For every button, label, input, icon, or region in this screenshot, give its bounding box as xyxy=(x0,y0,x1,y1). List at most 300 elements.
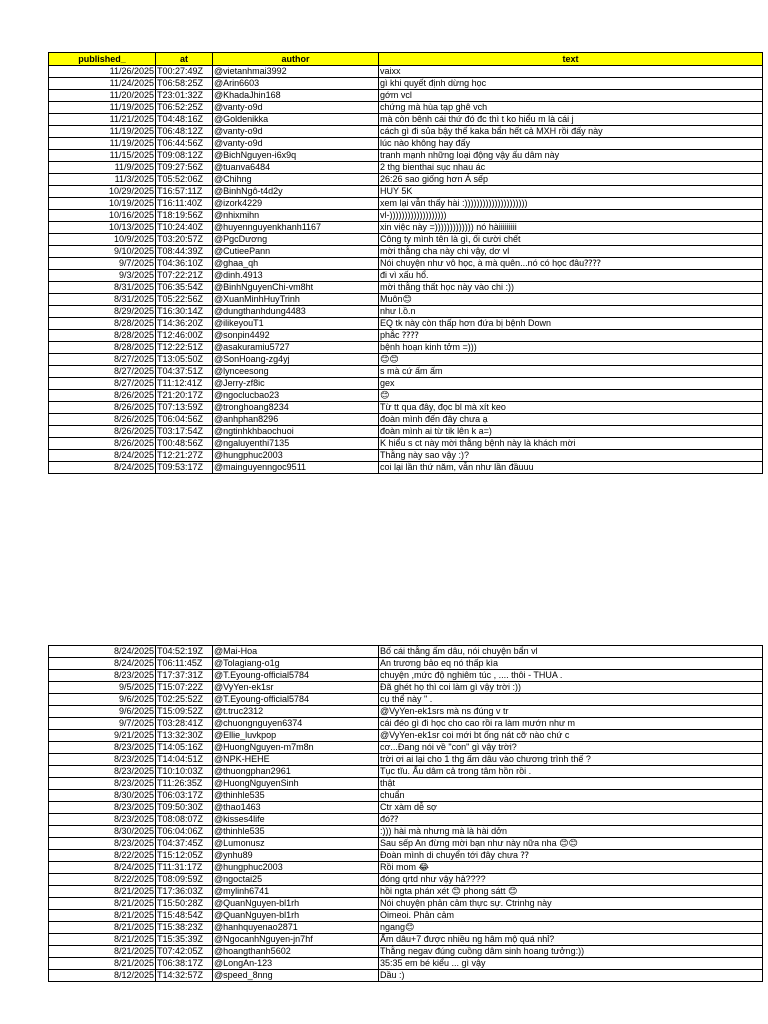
cell-published-date[interactable]: 8/31/2025 xyxy=(49,294,156,306)
cell-published-date[interactable]: 8/21/2025 xyxy=(49,946,156,958)
table-row xyxy=(49,126,763,138)
cell-published-date[interactable]: 8/26/2025 xyxy=(49,390,156,402)
cell-time[interactable]: T09:53:17Z xyxy=(156,462,213,474)
cell-published-date[interactable]: 8/26/2025 xyxy=(49,414,156,426)
table-row xyxy=(49,102,763,114)
cell-published-date[interactable]: 9/6/2025 xyxy=(49,706,156,718)
cell-time[interactable]: T15:50:28Z xyxy=(156,898,213,910)
cell-time[interactable]: T10:24:40Z xyxy=(156,222,213,234)
cell-published-date[interactable]: 8/24/2025 xyxy=(49,462,156,474)
cell-author[interactable]: @BinhNguyenChi-vm8ht xyxy=(213,282,379,294)
cell-time[interactable]: T06:44:56Z xyxy=(156,138,213,150)
table-row xyxy=(49,162,763,174)
cell-text[interactable]: gì khi quyết định dừng học xyxy=(379,78,763,90)
cell-text[interactable]: EQ tk này còn thấp hơn đứa bị bệnh Down xyxy=(379,318,763,330)
cell-author[interactable]: @VyYen-ek1sr xyxy=(213,682,379,694)
cell-published-date[interactable]: 9/10/2025 xyxy=(49,246,156,258)
cell-published-date[interactable]: 10/9/2025 xyxy=(49,234,156,246)
cell-published-date[interactable]: 8/26/2025 xyxy=(49,402,156,414)
cell-time[interactable]: T04:37:45Z xyxy=(156,838,213,850)
cell-author[interactable]: @hungphuc2003 xyxy=(213,862,379,874)
cell-published-date[interactable]: 8/21/2025 xyxy=(49,934,156,946)
cell-published-date[interactable]: 8/23/2025 xyxy=(49,802,156,814)
table-row xyxy=(49,682,763,694)
table-row xyxy=(49,718,763,730)
cell-author[interactable]: @hoangthanh5602 xyxy=(213,946,379,958)
cell-time[interactable]: T16:30:14Z xyxy=(156,306,213,318)
cell-text[interactable]: s mà cứ ấm ấm xyxy=(379,366,763,378)
table-row xyxy=(49,138,763,150)
cell-author[interactable]: @vietanhmai3992 xyxy=(213,66,379,78)
cell-time[interactable]: T03:28:41Z xyxy=(156,718,213,730)
cell-text[interactable]: 26:26 sao giống hơn Á sếp xyxy=(379,174,763,186)
cell-text[interactable]: 😊 xyxy=(379,390,763,402)
cell-time[interactable]: T08:08:07Z xyxy=(156,814,213,826)
cell-author[interactable]: @ngoclucbao23 xyxy=(213,390,379,402)
cell-time[interactable]: T08:44:39Z xyxy=(156,246,213,258)
table-row xyxy=(49,946,763,958)
cell-published-date[interactable]: 8/22/2025 xyxy=(49,850,156,862)
cell-author[interactable]: @thao1463 xyxy=(213,802,379,814)
table-row xyxy=(49,270,763,282)
cell-author[interactable]: @vanty-o9d xyxy=(213,126,379,138)
cell-time[interactable]: T13:05:50Z xyxy=(156,354,213,366)
cell-text[interactable]: Muôn😊 xyxy=(379,294,763,306)
cell-author[interactable]: @ghaa_qh xyxy=(213,258,379,270)
cell-author[interactable]: @hungphuc2003 xyxy=(213,450,379,462)
cell-time[interactable]: T15:35:39Z xyxy=(156,934,213,946)
cell-time[interactable]: T04:52:19Z xyxy=(156,646,213,658)
cell-text[interactable]: Nói chuyện phản cảm thực sự. Ctrinhg này xyxy=(379,898,763,910)
cell-text[interactable]: @VyYen-ek1srs mà ns đúng v tr xyxy=(379,706,763,718)
cell-text[interactable]: gớm vcl xyxy=(379,90,763,102)
table-row xyxy=(49,778,763,790)
table-row xyxy=(49,402,763,414)
cell-published-date[interactable]: 9/6/2025 xyxy=(49,694,156,706)
cell-author[interactable]: @dungthanhdung4483 xyxy=(213,306,379,318)
cell-text[interactable]: K hiểu s ct này mời thằng bệnh này là khách mời xyxy=(379,438,763,450)
cell-published-date[interactable]: 8/23/2025 xyxy=(49,670,156,682)
cell-author[interactable]: @vanty-o9d xyxy=(213,138,379,150)
cell-text[interactable]: Sau sếp An đừng mời bạn như này nữa nha 😊😊 xyxy=(379,838,763,850)
cell-text[interactable]: 35:35 em bé kiểu ... gì vậy xyxy=(379,958,763,970)
cell-author[interactable]: @lynceesong xyxy=(213,366,379,378)
cell-text[interactable]: coi lại lần thứ năm, vẫn như lần đầuuu xyxy=(379,462,763,474)
cell-time[interactable]: T15:09:52Z xyxy=(156,706,213,718)
table-row xyxy=(49,318,763,330)
table-row xyxy=(49,90,763,102)
cell-time[interactable]: T12:46:00Z xyxy=(156,330,213,342)
cell-author[interactable]: @QuanNguyen-bl1rh xyxy=(213,898,379,910)
cell-text[interactable]: An trương bảo eq nó thấp kìa xyxy=(379,658,763,670)
cell-published-date[interactable]: 8/28/2025 xyxy=(49,330,156,342)
table-body xyxy=(49,646,763,982)
cell-text[interactable]: HUY 5K xyxy=(379,186,763,198)
cell-time[interactable]: T06:04:56Z xyxy=(156,414,213,426)
cell-text[interactable]: mà còn bênh cái thứ đó đc thì t ko hiểu m là cái j xyxy=(379,114,763,126)
cell-text[interactable]: xin việc này =))))))))))))) nó hàiiiiiiiii xyxy=(379,222,763,234)
cell-author[interactable]: @PgcDương xyxy=(213,234,379,246)
table-row xyxy=(49,838,763,850)
cell-time[interactable]: T16:11:40Z xyxy=(156,198,213,210)
cell-text[interactable]: Thằng negav đúng cuồng dâm sinh hoang tưởng:)) xyxy=(379,946,763,958)
cell-author[interactable]: @Mai-Hoa xyxy=(213,646,379,658)
cell-author[interactable]: @speed_8nng xyxy=(213,970,379,982)
cell-text[interactable]: Thằng này sao vậy :)? xyxy=(379,450,763,462)
cell-author[interactable]: @T.Eyoung-official5784 xyxy=(213,694,379,706)
table-row xyxy=(49,790,763,802)
cell-published-date[interactable]: 8/12/2025 xyxy=(49,970,156,982)
cell-author[interactable]: @Tolagiang-o1g xyxy=(213,658,379,670)
cell-text[interactable]: 😊😊 xyxy=(379,354,763,366)
table-row xyxy=(49,342,763,354)
cell-time[interactable]: T15:12:05Z xyxy=(156,850,213,862)
cell-author[interactable]: @thinhle535 xyxy=(213,826,379,838)
cell-author[interactable]: @thinhle535 xyxy=(213,790,379,802)
cell-text[interactable]: thật xyxy=(379,778,763,790)
cell-text[interactable]: Bố cái thằng ấm dâu, nói chuyện bẩn vl xyxy=(379,646,763,658)
table-row xyxy=(49,66,763,78)
cell-time[interactable]: T21:20:17Z xyxy=(156,390,213,402)
cell-text[interactable]: Đoàn mình di chuyển tới đây chưa ⁇ xyxy=(379,850,763,862)
cell-time[interactable]: T06:03:17Z xyxy=(156,790,213,802)
cell-time[interactable]: T03:20:57Z xyxy=(156,234,213,246)
cell-author[interactable]: @KhadaJhin168 xyxy=(213,90,379,102)
cell-time[interactable]: T08:09:59Z xyxy=(156,874,213,886)
cell-text[interactable]: Công ty mình tên là gì, ối cười chết xyxy=(379,234,763,246)
cell-author[interactable]: @thuongphan2961 xyxy=(213,766,379,778)
cell-time[interactable]: T09:50:30Z xyxy=(156,802,213,814)
cell-time[interactable]: T11:31:17Z xyxy=(156,862,213,874)
cell-published-date[interactable]: 9/5/2025 xyxy=(49,682,156,694)
cell-author[interactable]: @t.truc2312 xyxy=(213,706,379,718)
cell-text[interactable]: hồi ngta phán xét 😊 phong sátt 😊 xyxy=(379,886,763,898)
cell-author[interactable]: @ynhu89 xyxy=(213,850,379,862)
cell-published-date[interactable]: 10/29/2025 xyxy=(49,186,156,198)
cell-published-date[interactable]: 11/19/2025 xyxy=(49,126,156,138)
cell-text[interactable]: chứng mà hùa tạp ghê vch xyxy=(379,102,763,114)
cell-time[interactable]: T00:48:56Z xyxy=(156,438,213,450)
table-row xyxy=(49,910,763,922)
cell-time[interactable]: T04:48:16Z xyxy=(156,114,213,126)
cell-time[interactable]: T12:21:27Z xyxy=(156,450,213,462)
cell-time[interactable]: T09:08:12Z xyxy=(156,150,213,162)
cell-time[interactable]: T09:27:56Z xyxy=(156,162,213,174)
cell-published-date[interactable]: 11/15/2025 xyxy=(49,150,156,162)
header-published[interactable]: published_ xyxy=(49,53,156,66)
cell-author[interactable]: @mylinh6741 xyxy=(213,886,379,898)
cell-text[interactable]: Tục tĩu. Ấu dâm cả trong tâm hồn rồi . xyxy=(379,766,763,778)
header-author[interactable]: author xyxy=(213,53,379,66)
cell-text[interactable]: Đã ghét họ thì coi làm gì vậy trời :)) xyxy=(379,682,763,694)
cell-time[interactable]: T15:48:54Z xyxy=(156,910,213,922)
cell-time[interactable]: T06:48:12Z xyxy=(156,126,213,138)
cell-time[interactable]: T07:22:21Z xyxy=(156,270,213,282)
cell-time[interactable]: T02:25:52Z xyxy=(156,694,213,706)
cell-author[interactable]: @T.Eyoung-official5784 xyxy=(213,670,379,682)
table-row xyxy=(49,210,763,222)
table-body xyxy=(49,66,763,474)
cell-time[interactable]: T15:38:23Z xyxy=(156,922,213,934)
table-row xyxy=(49,898,763,910)
cell-published-date[interactable]: 10/13/2025 xyxy=(49,222,156,234)
cell-published-date[interactable]: 9/3/2025 xyxy=(49,270,156,282)
cell-published-date[interactable]: 8/23/2025 xyxy=(49,838,156,850)
table-row xyxy=(49,198,763,210)
table-row xyxy=(49,438,763,450)
cell-text[interactable]: Nói chuyện như vô học, à mà quên...nó có học đâu⁇⁇ xyxy=(379,258,763,270)
cell-text[interactable]: vl-))))))))))))))))))) xyxy=(379,210,763,222)
cell-text[interactable]: Ctr xàm dễ sợ xyxy=(379,802,763,814)
cell-time[interactable]: T10:10:03Z xyxy=(156,766,213,778)
cell-author[interactable]: @tronghoang8234 xyxy=(213,402,379,414)
cell-published-date[interactable]: 8/21/2025 xyxy=(49,898,156,910)
cell-text[interactable]: Ấm dâu+7 được nhiều ng hâm mộ quá nhỉ? xyxy=(379,934,763,946)
table-row xyxy=(49,766,763,778)
cell-published-date[interactable]: 11/24/2025 xyxy=(49,78,156,90)
cell-text[interactable]: cách gì đi sủa bậy thế kaka bẩn hết cả MXH rồi đấy này xyxy=(379,126,763,138)
cell-author[interactable]: @BichNguyen-i6x9q xyxy=(213,150,379,162)
cell-text[interactable]: Dầu :) xyxy=(379,970,763,982)
cell-text[interactable]: đóng qrtd như vậy hả???? xyxy=(379,874,763,886)
cell-author[interactable]: @anhphan8296 xyxy=(213,414,379,426)
cell-author[interactable]: @Jerry-zf8ic xyxy=(213,378,379,390)
cell-published-date[interactable]: 8/24/2025 xyxy=(49,450,156,462)
table-row xyxy=(49,886,763,898)
cell-time[interactable]: T14:05:16Z xyxy=(156,742,213,754)
cell-time[interactable]: T06:58:25Z xyxy=(156,78,213,90)
cell-author[interactable]: @huyennguyenkhanh1167 xyxy=(213,222,379,234)
cell-published-date[interactable]: 10/16/2025 xyxy=(49,210,156,222)
cell-published-date[interactable]: 8/24/2025 xyxy=(49,646,156,658)
cell-author[interactable]: @SonHoang-zg4yj xyxy=(213,354,379,366)
cell-text[interactable]: đó⁇ xyxy=(379,814,763,826)
table-row xyxy=(49,658,763,670)
cell-author[interactable]: @QuanNguyen-bl1rh xyxy=(213,910,379,922)
cell-published-date[interactable]: 8/28/2025 xyxy=(49,342,156,354)
cell-published-date[interactable]: 8/30/2025 xyxy=(49,826,156,838)
cell-published-date[interactable]: 10/19/2025 xyxy=(49,198,156,210)
cell-time[interactable]: T17:37:31Z xyxy=(156,670,213,682)
cell-text[interactable]: Rồi mom 😂 xyxy=(379,862,763,874)
cell-published-date[interactable]: 8/31/2025 xyxy=(49,282,156,294)
cell-text[interactable]: như l.ồ.n xyxy=(379,306,763,318)
cell-text[interactable]: :))) hài mà nhưng mà là hài dởn xyxy=(379,826,763,838)
table-row xyxy=(49,366,763,378)
cell-published-date[interactable]: 9/7/2025 xyxy=(49,718,156,730)
cell-author[interactable]: @dinh.4913 xyxy=(213,270,379,282)
cell-author[interactable]: @ilikeyouT1 xyxy=(213,318,379,330)
cell-author[interactable]: @izork4229 xyxy=(213,198,379,210)
table-row xyxy=(49,330,763,342)
cell-published-date[interactable]: 8/24/2025 xyxy=(49,658,156,670)
cell-time[interactable]: T14:32:57Z xyxy=(156,970,213,982)
table-row xyxy=(49,390,763,402)
cell-published-date[interactable]: 8/28/2025 xyxy=(49,318,156,330)
cell-time[interactable]: T06:04:06Z xyxy=(156,826,213,838)
cell-time[interactable]: T06:11:45Z xyxy=(156,658,213,670)
cell-time[interactable]: T16:57:11Z xyxy=(156,186,213,198)
table-row xyxy=(49,186,763,198)
cell-text[interactable]: bệnh hoạn kinh tởm =))) xyxy=(379,342,763,354)
cell-author[interactable]: @ngaluyenthi7135 xyxy=(213,438,379,450)
cell-author[interactable]: @Lumonusz xyxy=(213,838,379,850)
header-text[interactable]: text xyxy=(379,53,763,66)
cell-text[interactable]: gex xyxy=(379,378,763,390)
table-row xyxy=(49,922,763,934)
cell-text[interactable]: ngang😊 xyxy=(379,922,763,934)
cell-published-date[interactable]: 8/21/2025 xyxy=(49,886,156,898)
cell-published-date[interactable]: 11/26/2025 xyxy=(49,66,156,78)
cell-time[interactable]: T13:32:30Z xyxy=(156,730,213,742)
cell-time[interactable]: T04:36:10Z xyxy=(156,258,213,270)
cell-time[interactable]: T04:37:51Z xyxy=(156,366,213,378)
cell-author[interactable]: @mainguyenngoc9511 xyxy=(213,462,379,474)
cell-author[interactable]: @ngoctai25 xyxy=(213,874,379,886)
cell-author[interactable]: @BinhNgô-t4d2y xyxy=(213,186,379,198)
table-row xyxy=(49,306,763,318)
cell-text[interactable]: chuyện ,mức độ nghiêm túc , .... thôi - THUA . xyxy=(379,670,763,682)
cell-author[interactable]: @HuongNguyenSinh xyxy=(213,778,379,790)
cell-published-date[interactable]: 11/9/2025 xyxy=(49,162,156,174)
table-row xyxy=(49,258,763,270)
cell-time[interactable]: T06:52:25Z xyxy=(156,102,213,114)
cell-time[interactable]: T05:52:06Z xyxy=(156,174,213,186)
cell-author[interactable]: @asakuramiu5727 xyxy=(213,342,379,354)
cell-time[interactable]: T07:42:05Z xyxy=(156,946,213,958)
cell-author[interactable]: @LongAn-123 xyxy=(213,958,379,970)
cell-published-date[interactable]: 8/23/2025 xyxy=(49,754,156,766)
cell-published-date[interactable]: 9/7/2025 xyxy=(49,258,156,270)
cell-author[interactable]: @Ellie_luvkpop xyxy=(213,730,379,742)
cell-author[interactable]: @Arin6603 xyxy=(213,78,379,90)
cell-time[interactable]: T03:17:54Z xyxy=(156,426,213,438)
table-row xyxy=(49,958,763,970)
cell-time[interactable]: T15:07:22Z xyxy=(156,682,213,694)
table-row xyxy=(49,862,763,874)
cell-published-date[interactable]: 11/20/2025 xyxy=(49,90,156,102)
cell-author[interactable]: @NPK-HEHE xyxy=(213,754,379,766)
cell-author[interactable]: @sonpin4492 xyxy=(213,330,379,342)
cell-time[interactable]: T06:38:17Z xyxy=(156,958,213,970)
cell-text[interactable]: chuẩn xyxy=(379,790,763,802)
cell-time[interactable]: T17:36:03Z xyxy=(156,886,213,898)
cell-published-date[interactable]: 11/19/2025 xyxy=(49,138,156,150)
cell-published-date[interactable]: 8/26/2025 xyxy=(49,438,156,450)
cell-published-date[interactable]: 8/30/2025 xyxy=(49,790,156,802)
cell-published-date[interactable]: 9/21/2025 xyxy=(49,730,156,742)
cell-author[interactable]: @vanty-o9d xyxy=(213,102,379,114)
cell-text[interactable]: đi vì xấu hổ. xyxy=(379,270,763,282)
cell-text[interactable]: đoàn mình đến đây chưa ạ xyxy=(379,414,763,426)
cell-published-date[interactable]: 8/23/2025 xyxy=(49,742,156,754)
cell-published-date[interactable]: 8/21/2025 xyxy=(49,922,156,934)
table-row xyxy=(49,378,763,390)
cell-text[interactable]: tranh mạnh những loại động vậy ấu dâm này xyxy=(379,150,763,162)
table-row xyxy=(49,426,763,438)
table-row xyxy=(49,742,763,754)
cell-published-date[interactable]: 8/23/2025 xyxy=(49,766,156,778)
cell-text[interactable]: vaixx xyxy=(379,66,763,78)
cell-text[interactable]: cụ thể này " . xyxy=(379,694,763,706)
table-row xyxy=(49,234,763,246)
cell-author[interactable]: @XuanMinhHuyTrinh xyxy=(213,294,379,306)
cell-published-date[interactable]: 8/23/2025 xyxy=(49,814,156,826)
cell-author[interactable]: @tuanva6484 xyxy=(213,162,379,174)
cell-text[interactable]: 2 thg bienthai sục nhau ác xyxy=(379,162,763,174)
table-row xyxy=(49,802,763,814)
table-row xyxy=(49,850,763,862)
cell-published-date[interactable]: 8/21/2025 xyxy=(49,910,156,922)
cell-text[interactable]: xem lại vẫn thấy hài :))))))))))))))))))))) xyxy=(379,198,763,210)
cell-text[interactable]: mời thằng cha này chi vậy, dơ vl xyxy=(379,246,763,258)
cell-author[interactable]: @nhixmihn xyxy=(213,210,379,222)
table-row xyxy=(49,670,763,682)
table-row xyxy=(49,294,763,306)
cell-text[interactable]: Oimeoi. Phản cảm xyxy=(379,910,763,922)
table-row xyxy=(49,150,763,162)
cell-author[interactable]: @NgocanhNguyen-jn7hf xyxy=(213,934,379,946)
cell-text[interactable]: trời ơi ai lại cho 1 thg ấm dâu vào chương trình thế ? xyxy=(379,754,763,766)
cell-text[interactable]: cái đéo gì đi học cho cao rồi ra làm mướn như m xyxy=(379,718,763,730)
cell-author[interactable]: @HuongNguyen-m7m8n xyxy=(213,742,379,754)
cell-published-date[interactable]: 8/27/2025 xyxy=(49,378,156,390)
cell-time[interactable]: T18:19:56Z xyxy=(156,210,213,222)
cell-published-date[interactable]: 8/27/2025 xyxy=(49,354,156,366)
cell-author[interactable]: @chuongnguyen6374 xyxy=(213,718,379,730)
cell-time[interactable]: T05:22:56Z xyxy=(156,294,213,306)
cell-author[interactable]: @Goldenikka xyxy=(213,114,379,126)
cell-published-date[interactable]: 8/21/2025 xyxy=(49,958,156,970)
cell-time[interactable]: T12:22:51Z xyxy=(156,342,213,354)
cell-text[interactable]: cơ...Đang nói về "con" gì vậy trời? xyxy=(379,742,763,754)
header-row xyxy=(49,53,763,66)
cell-text[interactable]: đoàn mình ai từ tik lên k a=) xyxy=(379,426,763,438)
cell-published-date[interactable]: 8/27/2025 xyxy=(49,366,156,378)
cell-published-date[interactable]: 8/22/2025 xyxy=(49,874,156,886)
cell-text[interactable]: mời thằng thất học này vào chi :)) xyxy=(379,282,763,294)
cell-text[interactable]: Từ tt qua đây, đọc bl mà xít keo xyxy=(379,402,763,414)
cell-author[interactable]: @Chihng xyxy=(213,174,379,186)
cell-time[interactable]: T07:13:59Z xyxy=(156,402,213,414)
table-row xyxy=(49,934,763,946)
cell-author[interactable]: @CutieePann xyxy=(213,246,379,258)
table-row xyxy=(49,450,763,462)
cell-time[interactable]: T23:01:32Z xyxy=(156,90,213,102)
cell-text[interactable]: phắc ⁇⁇ xyxy=(379,330,763,342)
cell-published-date[interactable]: 11/21/2025 xyxy=(49,114,156,126)
cell-text[interactable]: @VyYen-ek1sr coi mới bt ống nát cỡ nào chứ c xyxy=(379,730,763,742)
cell-published-date[interactable]: 11/3/2025 xyxy=(49,174,156,186)
header-at[interactable]: at xyxy=(156,53,213,66)
cell-time[interactable]: T11:12:41Z xyxy=(156,378,213,390)
cell-author[interactable]: @ngtinhkhbaochuoi xyxy=(213,426,379,438)
cell-published-date[interactable]: 8/26/2025 xyxy=(49,426,156,438)
cell-time[interactable]: T00:27:49Z xyxy=(156,66,213,78)
table-row xyxy=(49,414,763,426)
cell-published-date[interactable]: 8/23/2025 xyxy=(49,778,156,790)
cell-time[interactable]: T14:04:51Z xyxy=(156,754,213,766)
cell-author[interactable]: @kisses4life xyxy=(213,814,379,826)
cell-text[interactable]: lúc nào không hay đấy xyxy=(379,138,763,150)
cell-time[interactable]: T06:35:54Z xyxy=(156,282,213,294)
cell-published-date[interactable]: 11/19/2025 xyxy=(49,102,156,114)
cell-time[interactable]: T14:36:20Z xyxy=(156,318,213,330)
cell-author[interactable]: @hanhquyenao2871 xyxy=(213,922,379,934)
cell-published-date[interactable]: 8/29/2025 xyxy=(49,306,156,318)
cell-published-date[interactable]: 8/24/2025 xyxy=(49,862,156,874)
cell-time[interactable]: T11:26:35Z xyxy=(156,778,213,790)
